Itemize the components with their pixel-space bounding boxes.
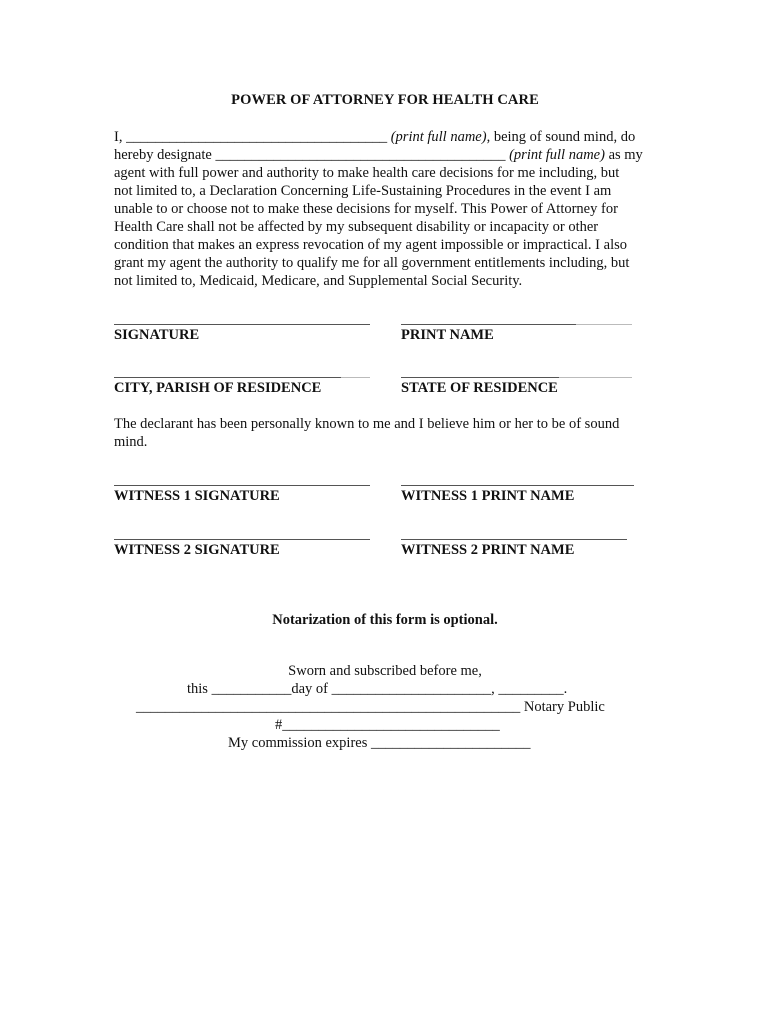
commission-expires-line[interactable]: My commission expires ______________________: [228, 735, 531, 751]
paragraph-line-3: agent with full power and authority to make health care decisions for me including, but: [114, 165, 620, 181]
signature-label: SIGNATURE: [114, 327, 200, 343]
signature-line[interactable]: [114, 324, 370, 325]
paragraph-line-4: not limited to, a Declaration Concerning Life-Sustaining Procedures in the event I am: [114, 183, 612, 199]
print-name-label: PRINT NAME: [401, 327, 494, 343]
text-sound-mind: , being of sound mind, do: [486, 129, 636, 145]
paragraph-line-7: condition that makes an express revocation of my agent impossible or impractical. I also: [114, 237, 627, 253]
principal-name-blank[interactable]: ____________________________________: [126, 129, 391, 145]
state-label: STATE OF RESIDENCE: [401, 380, 558, 396]
witness2-signature-label: WITNESS 2 SIGNATURE: [114, 542, 280, 558]
agent-name-blank[interactable]: ________________________________________: [215, 147, 510, 163]
paragraph-line-1: [114, 128, 674, 146]
notarization-note: Notarization of this form is optional.: [272, 612, 498, 628]
print-name-line-extension: [576, 324, 632, 325]
state-line[interactable]: [401, 377, 559, 378]
designation-paragraph: [114, 128, 674, 290]
print-full-name-hint: (print full name): [390, 129, 487, 145]
paragraph-line-8: grant my agent the authority to qualify me for all government entitlements including, but: [114, 255, 630, 271]
date-line[interactable]: this ___________day of ______________________, _________.: [187, 681, 568, 697]
text-hereby-designate: hereby designate: [114, 147, 216, 163]
notary-public-label: Notary Public: [520, 699, 605, 715]
text-as-my: as my: [604, 147, 643, 163]
document-title: POWER OF ATTORNEY FOR HEALTH CARE: [231, 92, 539, 108]
print-full-name-hint: (print full name): [509, 147, 605, 163]
witness2-name-label: WITNESS 2 PRINT NAME: [401, 542, 575, 558]
notary-number-line[interactable]: #______________________________: [275, 717, 500, 733]
notary-line: [136, 699, 605, 716]
witness2-signature-line[interactable]: [114, 539, 370, 540]
state-line-extension: [559, 377, 632, 378]
notary-signature-blank[interactable]: _____________________________________________________: [136, 699, 521, 715]
witness1-signature-label: WITNESS 1 SIGNATURE: [114, 488, 280, 504]
witness2-name-line[interactable]: [401, 539, 627, 540]
city-parish-label: CITY, PARISH OF RESIDENCE: [114, 380, 322, 396]
declarant-statement: The declarant has been personally known to me and I believe him or her to be of sound mind.: [114, 416, 620, 450]
paragraph-line-6: Health Care shall not be affected by my subsequent disability or incapacity or other: [114, 219, 599, 235]
paragraph-line-5: unable to or choose not to make these decisions for myself. This Power of Attorney for: [114, 201, 618, 217]
text-i: I,: [114, 129, 127, 145]
paragraph-line-9: not limited to, Medicaid, Medicare, and Supplemental Social Security.: [114, 273, 523, 289]
paragraph-line-2: [114, 146, 674, 164]
print-name-line[interactable]: [401, 324, 576, 325]
sworn-statement: Sworn and subscribed before me,: [288, 663, 482, 679]
city-parish-line[interactable]: [114, 377, 341, 378]
witness1-name-line[interactable]: [401, 485, 634, 486]
city-parish-line-extension: [341, 377, 370, 378]
witness1-name-label: WITNESS 1 PRINT NAME: [401, 488, 575, 504]
witness1-signature-line[interactable]: [114, 485, 370, 486]
